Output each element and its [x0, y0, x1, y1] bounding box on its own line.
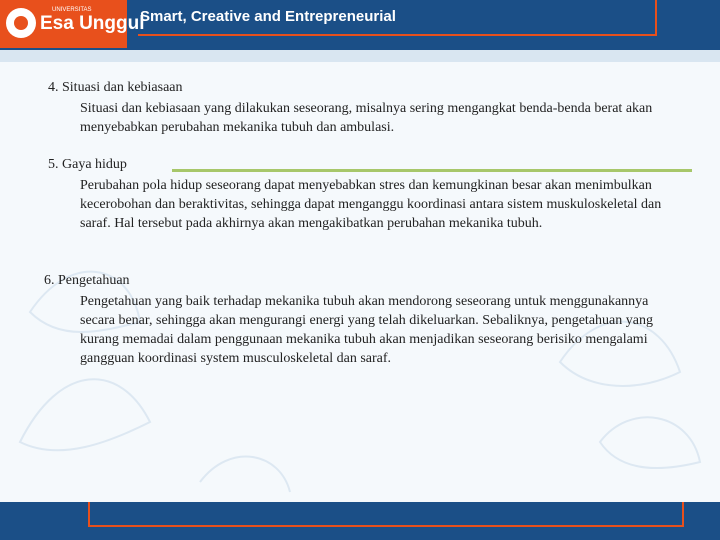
header-accent-underline: [138, 34, 657, 36]
section-4-body: Situasi dan kebiasaan yang dilakukan seseorang, misalnya sering mengangkat benda-benda berat akan menyebabkan perubahan mekanika tubuh dan ambulasi.: [80, 101, 653, 135]
footer-accent-line: [88, 525, 684, 527]
section-6-body: Pengetahuan yang baik terhadap mekanika tubuh akan mendorong seseorang untuk menggunakannya secara benar, sehingga akan mengurangi energi yang telah dikeluarkan. Sebaliknya, pengetahuan yang kurang memadai dalam penggunaan mekanika tubuh akan menjadikan seseorang berisiko mengalami gangguan koordinasi system musculoskeletal dan saraf.: [80, 294, 653, 366]
logo-caption: UNIVERSITAS: [52, 7, 92, 13]
section-6-title: 6. Pengetahuan: [44, 273, 130, 288]
logo: [0, 0, 145, 48]
section-5-title: 5. Gaya hidup: [48, 157, 127, 172]
header-shadow-band: [0, 50, 720, 62]
footer-bar: [0, 502, 720, 540]
header-tagline: Smart, Creative and Entrepreneurial: [140, 8, 396, 25]
logo-emblem-icon: [6, 8, 36, 38]
section-5-body: Perubahan pola hidup seseorang dapat menyebabkan stres dan kemungkinan besar akan menimbulkan kecerobohan dan beraktivitas, sehingga dapat menganggu koordinasi antara sistem muskuloskeletal dan saraf. Hal tersebut pada akhirnya akan mengakibatkan perubahan mekanika tubuh.: [80, 178, 662, 231]
logo-name: Esa Unggul: [40, 13, 145, 34]
footer-accent-left: [88, 502, 90, 526]
section-divider: [172, 169, 692, 172]
header-accent-line: [655, 0, 657, 36]
footer-accent-right: [682, 502, 684, 526]
section-4-title: 4. Situasi dan kebiasaan: [48, 80, 183, 95]
